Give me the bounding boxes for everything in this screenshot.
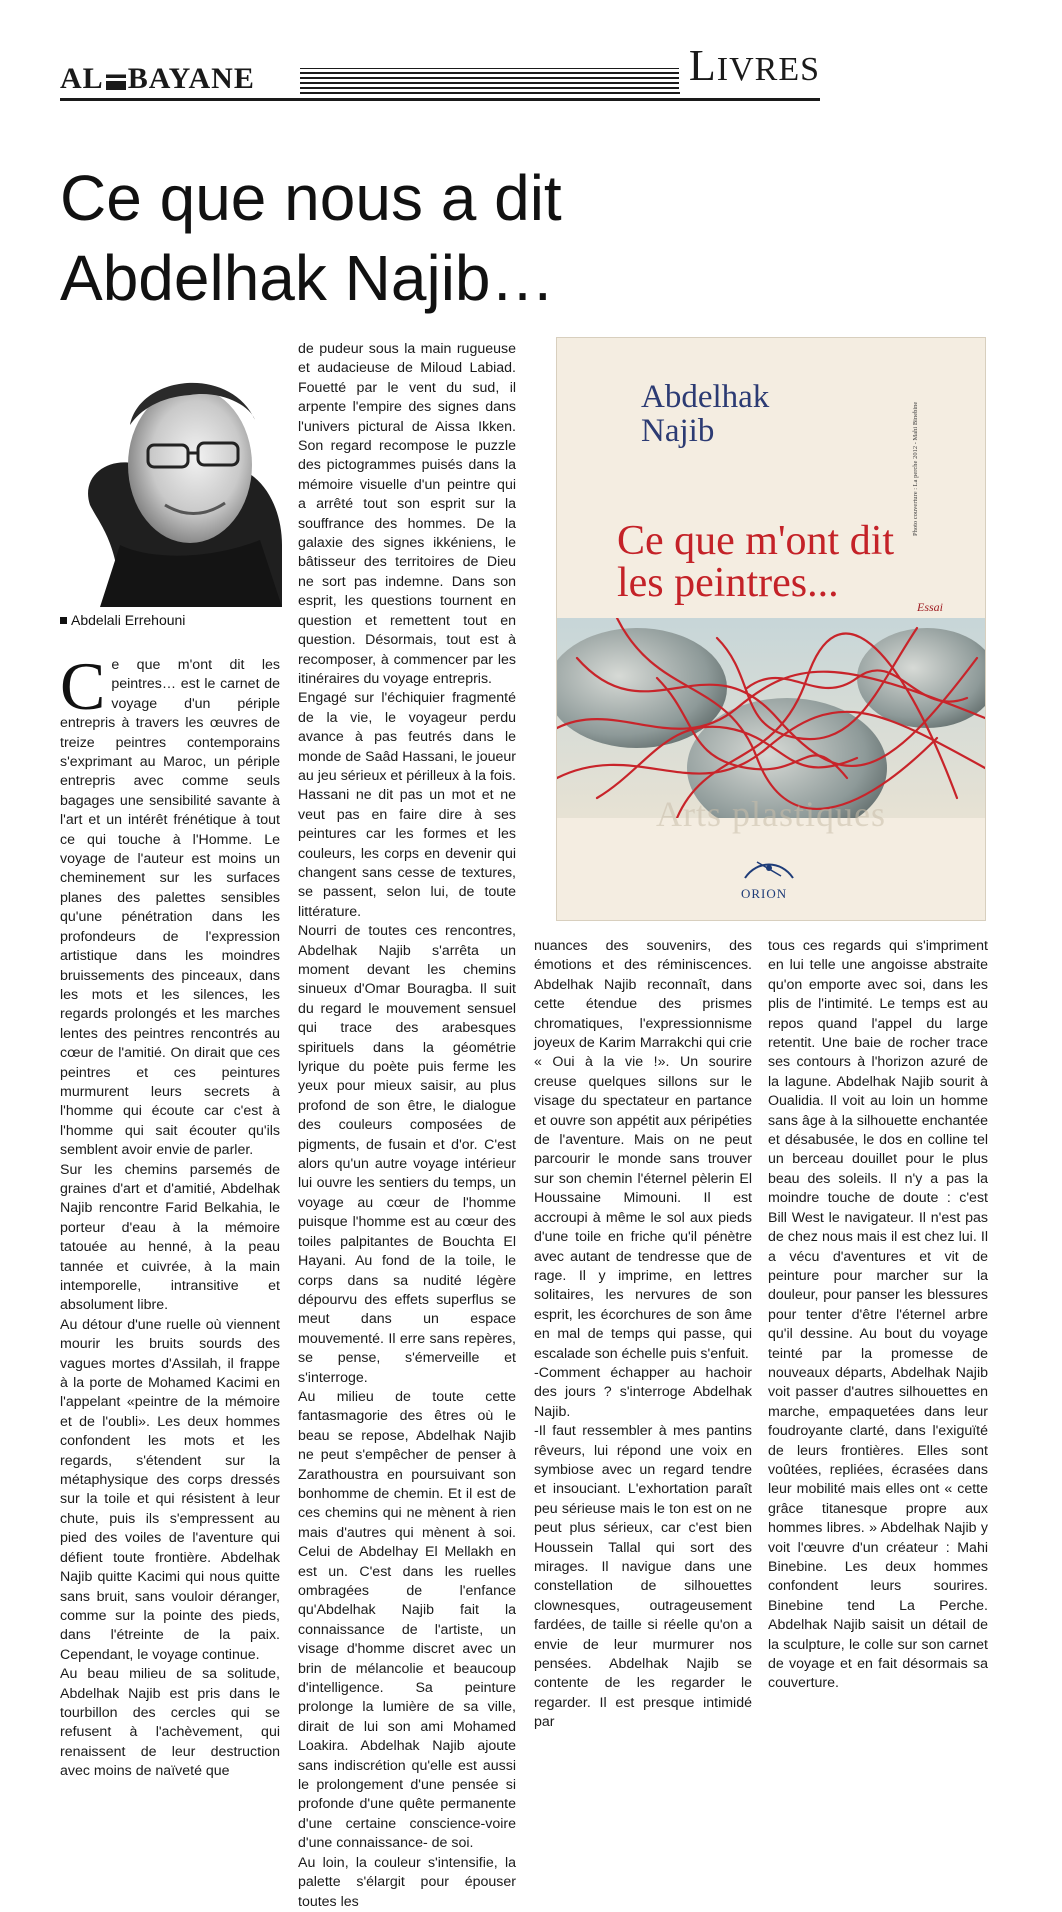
paragraph: Au milieu de toute cette fantasmagorie des êtres où le beau se repose, Abdelhak Najib ne peut s'empêcher de penser à Zarathoustra en poursuivant son bonhomme de chemin. Et il est de ces chemins qui ne mènent à rien mais d'autres qui mènent à soi. Celui de Abdelhay El Mellakh en est un. C'est dans les ruelles ombragées de l'enfance qu'Abdelhak Najib fait la connaissance de l'artiste, un visage d'homme discret avec un brin de mélancolie et beaucoup d'intelligence. Sa peinture prolonge la lumière de sa ville, dirait de lui son ami Mohamed Loakira. Abdelhak Najib ajoute sans indiscrétion qu'elle est aussi le prolongement d'une pensée si profonde d'une quête permanente d'une certaine conscience-voire d'une connaissance- de soi.: [298, 1388, 516, 1852]
cover-title: [617, 520, 937, 604]
rubric-initial: L: [688, 41, 717, 90]
cover-title-line-1: Ce que m'ont dit: [617, 518, 895, 564]
header-rule: [60, 98, 820, 101]
publisher-logo-icon: [737, 856, 801, 886]
article-column-4: [768, 937, 988, 1694]
paragraph: Au loin, la couleur s'intensifie, la palette s'élargit pour épouser toutes les: [298, 1854, 516, 1910]
cover-artwork: [557, 618, 985, 818]
book-cover: [556, 337, 986, 921]
portrait-illustration: [60, 345, 282, 607]
header-stripes: [300, 68, 680, 94]
logo-text-al: AL: [60, 62, 104, 95]
paragraph: tous ces regards qui s'impriment en lui telle une angoisse abstraite qu'on emporte avec soi, dans les plis de l'intimité. Le temps est au repos quand l'appel du large retentit. Une baie de rocher trace ses contours à l'horizon azuré de la lagune. Abdelhak Najib sourit à Oualidia. Il voit au loin un homme sans âge à la silhouette enchantée et désabusée, le dos en colline tel un berceau douillet pour le plus beau des soleils. Il n'y a pas la moindre touche de doute : c'est Bill West le navigateur. Il n'est pas de chez nous mais il est chez lui. Il a vécu d'aventures et vit de peinture pour marcher sur la douleur, pour panser les blessures pour tenter d'être l'éternel arbre qu'il dessine. Au bout du voyage teinté par la promesse de nouveaux départs, Abdelhak Najib voit passer d'autres silhouettes en marche, empaquetées dans leur foudroyante clarté, dans l'exiguïté de leurs frontières. Elles sont voûtées, repliées, écrasées dans leur mobilité mais elles ont « cette grâce titanesque propre aux hommes libres. » Abdelhak Najib y voit l'œuvre d'un créateur : Mahi Binebine. Les deux hommes confondent leurs sourires. Binebine tend La Perche. Abdelhak Najib saisit un détail de la sculpture, le colle sur son carnet de voyage et en fait désormais sa couverture.: [768, 938, 988, 1692]
logo-mark-icon: [106, 68, 126, 90]
cover-author-last: Najib: [641, 413, 715, 449]
caption-bullet-icon: [60, 617, 67, 624]
lead-text: e que m'ont dit les peintres… est le carnet de voyage d'un périple entrepris à travers les œuvres de treize peintres contemporains s'exprimant au Maroc, un périple entrepris avec comme seuls bagages une sensibilité savante à l'art et un intérêt frénétique à tout ce qui touche à l'Homme. Le voyage de l'auteur est moins un cheminement sur les surfaces planes des palettes sensibles qu'une pénétration dans les profondeurs de l'expression artistique dans les moindres bruissements des pinceaux, dans les mots et les silences, les regards prolongés et les marches lentes des peintres rencontrés au cœur de l'amitié. On dirait que ces peintres et ces peintures murmurent leurs secrets à l'homme qui écoute car c'est à l'homme qui sait écouter qu'ils semblent avoir envie de parler.: [60, 657, 280, 1159]
paragraph: Au beau milieu de sa solitude, Abdelhak Najib est pris dans le tourbillon des cercles qui se refusent à l'achèvement, qui renaissent de leur destruction avec moins de naïveté que: [60, 1666, 280, 1780]
page-header: [60, 40, 820, 100]
paragraph: Engagé sur l'échiquier fragmenté de la vie, le voyageur perdu avance à pas feutrés dans le monde de Saâd Hassani, le joueur au jeu sérieux et périlleux à la fois. Hassani ne dit pas un mot et ne veut pas en faire dire à ses peintures car les formes et les couleurs, les corps en devenir qui changent sans cesse de textures, se passent, selon lui, de toute littérature.: [298, 690, 516, 920]
article-title: [60, 158, 760, 318]
caption-text: Abdelali Errehouni: [71, 612, 186, 628]
logo-text-bayane: BAYANE: [127, 62, 255, 95]
paragraph: Sur les chemins parsemés de graines d'art et d'amitié, Abdelhak Najib rencontre Farid Belkahia, le porteur d'eau à la mémoire tatouée au henné, à la peau tannée et cuivrée, à la main intemporelle, intransitive et absolument libre.: [60, 1161, 280, 1314]
cover-genre: Essai: [917, 600, 944, 614]
cover-author: [641, 380, 769, 448]
photo-caption: [60, 612, 185, 628]
cover-side-credit-text: Photo couverture : La perche 2012 - Mahi Binebine: [912, 401, 919, 536]
title-line-1: Ce que nous a dit: [60, 162, 562, 234]
paragraph: nuances des souvenirs, des émotions et des réminiscences. Abdelhak Najib reconnaît, dans cette étendue des prismes chromatiques, l'expressionnisme joyeux de Karim Marrakchi qui crie « Oui à la vie !». Un sourire creuse quelques sillons sur le visage du spectateur en partance et ouvre son appétit aux péripéties de l'aventure. Mais on ne peut parcourir le monde sans trouver sur son chemin l'éternel pèlerin El Houssaine Mimouni. Il est accroupi à même le sol aux pieds d'une toile en friche qu'il pénètre avec autant de tendresse que de rage. Il y imprime, en lettres solitaires, les nervures de son esprit, les écorchures de son âme en mal de temps qui passe, qui escalade son échelle puis s'enfuit.: [534, 938, 752, 1362]
cover-side-credit: [907, 388, 921, 538]
cover-side-credit-block: [907, 388, 921, 538]
author-portrait: [60, 345, 282, 607]
article-column-3: [534, 937, 752, 1733]
title-line-2: Abdelhak Najib…: [60, 242, 555, 314]
section-rubric: [679, 40, 820, 91]
cover-author-first: Abdelhak: [641, 379, 770, 415]
cover-publisher: ORION: [741, 886, 788, 901]
lead-paragraph: [60, 648, 280, 1161]
article-column-2: [298, 340, 516, 1912]
paragraph: -Comment échapper au hachoir des jours ? s'interroge Abdelhak Najib.: [534, 1364, 752, 1420]
cover-series: Arts plastiques: [656, 794, 886, 834]
paragraph: -Il faut ressembler à mes pantins rêveurs, lui répond une voix en symbiose avec un regard tendre et insouciant. L'exhortation paraît peu sérieuse mais le ton est on ne peut plus sérieux, car c'est bien Houssein Tallal qui sort des mirages. Il navigue dans une constellation de silhouettes clownesques, outrageusement fardées, de taille si réelle qu'on a envie de leur murmurer nos pensées. Abdelhak Najib se contente de les regarder le regarder. Il est presque intimidé par: [534, 1423, 752, 1731]
paragraph: de pudeur sous la main rugueuse et audacieuse de Miloud Labiad. Fouetté par le vent du sud, il arpente l'empire des signes dans l'univers pictural de Aissa Ikken. Son regard recompose le puzzle des pictogrammes puisés dans la mémoire visuelle d'un peintre qui a arrêté tout son esprit sur la souffrance des hommes. De la galaxie des signes ikkéniens, le bâtisseur des territoires de Dieu ne sort pas indemne. Dans son esprit, les questions tournent en question et remettent tout en question. Désormais, tout est à recomposer, à commencer par les itinéraires du voyage entrepris.: [298, 341, 516, 687]
cover-title-line-2: les peintres...: [617, 560, 839, 606]
rubric-rest: IVRES: [716, 51, 820, 88]
newspaper-logo: [60, 62, 255, 96]
paragraph: Nourri de toutes ces rencontres, Abdelhak Najib s'arrêta un moment devant les chemins sinueux d'Omar Bouragba. Il suit du regard le mouvement sensuel qui trace des arabesques spirituels dans la géométrie lyrique du poète puis ferme les yeux pour mieux saisir, au plus profond de son être, le dialogue des couleurs composées de pigments, de fusain et d'or. C'est alors qu'un autre voyage intérieur lui ouvre les sentiers du temps, un voyage au cœur de l'homme puisque l'homme est au cœur des toiles palpitantes de Bouchta El Hayani. Au fond de la toile, le corps dans sa nudité légère dépourvu des effets superflus se meut dans un espace mouvementé. Il erre sans repères, se pense, s'émerveille et s'interroge.: [298, 923, 516, 1386]
paragraph: Au détour d'une ruelle où viennent mourir les bruits sourds des vagues mortes d'Assilah, il frappe à la porte de Mohamed Kacimi en l'appelant «peintre de la mémoire et de l'oubli». Les deux hommes confondent les mots et les regards, s'étendent sur la métaphysique des corps dressés sur la toile et qui résistent à leur chute, puis ils s'empressent au pied des voiles de l'aventure qui défient toute frontière. Abdelhak Najib quitte Kacimi qui nous quitte sans bruit, sans vouloir déranger, comme sur la pointe des pieds, dans l'étreinte de la paix. Cependant, le voyage continue.: [60, 1316, 280, 1663]
article-column-1: [60, 648, 280, 1782]
dropcap: C: [60, 648, 106, 724]
